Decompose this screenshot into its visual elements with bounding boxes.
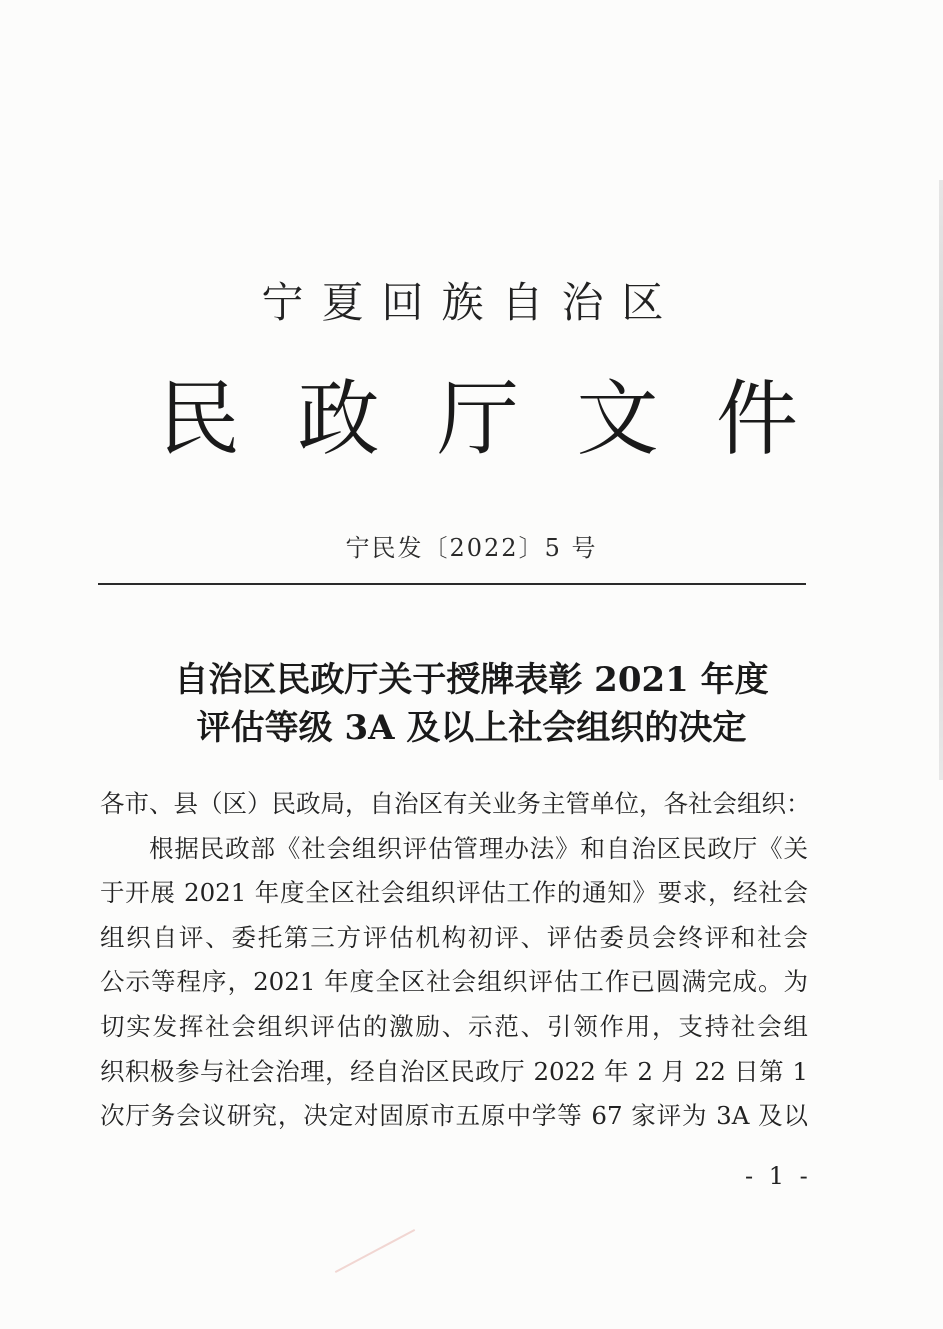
- body-line: 织积极参与社会治理，经自治区民政厅 2022 年 2 月 22 日第 1: [100, 1056, 808, 1086]
- document-body: [100, 782, 811, 1139]
- body-line: 切实发挥社会组织评估的激励、示范、引领作用，支持社会组: [100, 1011, 808, 1041]
- body-line: 公示等程序，2021 年度全区社会组织评估工作已圆满完成。为: [100, 967, 808, 997]
- title-line-2: 评估等级 3A 及以上社会组织的决定: [196, 708, 747, 748]
- scan-artifact-mark: [335, 1229, 415, 1273]
- body-line: 根据民政部《社会组织评估管理办法》和自治区民政厅《关: [149, 833, 808, 863]
- title-line-1: 自治区民政厅关于授牌表彰 2021 年度: [174, 660, 769, 700]
- page-number: - 1 -: [745, 1162, 812, 1190]
- body-line: 组织自评、委托第三方评估机构初评、评估委员会终评和社会: [100, 922, 808, 952]
- body-line: 次厅务会议研究，决定对固原市五原中学等 67 家评为 3A 及以: [100, 1101, 808, 1131]
- office-title-char: 厅: [436, 372, 519, 467]
- office-title-char: 民: [158, 372, 241, 467]
- office-title-char: 文: [576, 372, 659, 467]
- document-number: 宁民发〔2022〕5 号: [345, 534, 598, 562]
- body-line: 于开展 2021 年度全区社会组织评估工作的通知》要求，经社会: [100, 878, 808, 908]
- header-separator-line: [98, 583, 806, 585]
- document-title: [0, 656, 943, 752]
- office-title-char: 政: [297, 372, 380, 467]
- office-title-char: 件: [715, 372, 798, 467]
- issuer-office-title: [158, 372, 798, 467]
- issuer-region: 宁夏回族自治区: [261, 278, 682, 327]
- salutation: 各市、县（区）民政局，自治区有关业务主管单位，各社会组织：: [100, 789, 811, 818]
